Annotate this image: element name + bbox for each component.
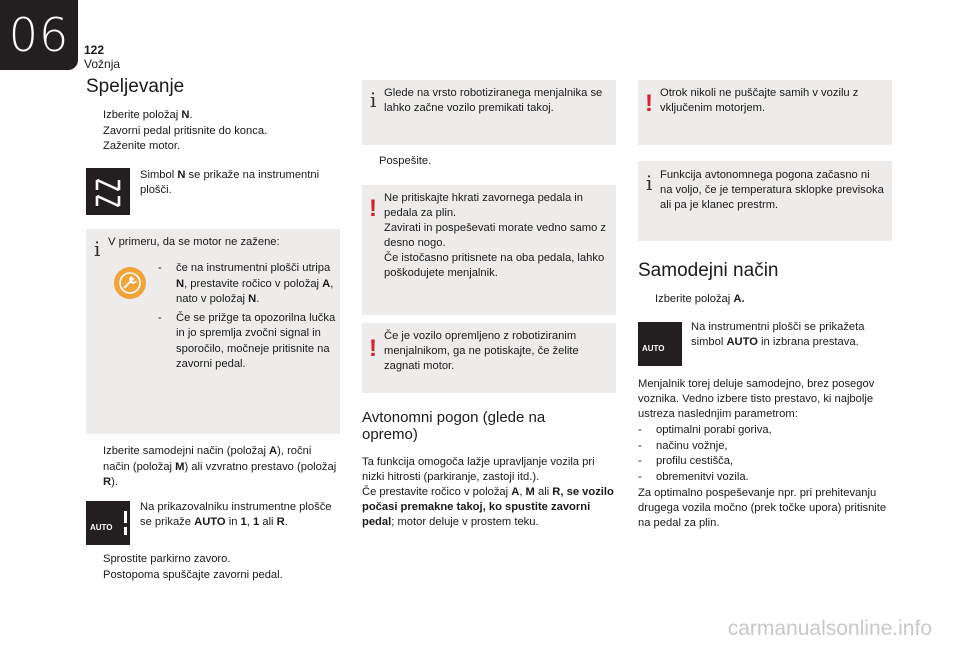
watermark: carmanualsonline.info	[727, 617, 932, 640]
info-robotized-text: Glede na vrsto robotiziranega menjalnika se lahko začne vozilo premikati takoj.	[384, 87, 603, 114]
info-box-no-start	[86, 229, 340, 434]
step-release-brake: Postopoma spuščajte zavorni pedal.	[103, 568, 283, 581]
warning-icon: !	[369, 195, 377, 222]
warning-children-text: Otrok nikoli ne puščajte samih v vozilu z vključenim motorjem.	[660, 87, 859, 114]
warning-icon: !	[369, 335, 377, 362]
step-start: Zaženite motor.	[103, 140, 181, 152]
auto-symbol-icon: AUTO	[638, 322, 682, 366]
warning-push-text: Če je vozilo opremljeno z robotiziranim menjalnikom, ga ne potiskajte, če želite zagnati motor.	[384, 330, 579, 372]
list-item: - optimalni porabi goriva,	[638, 424, 772, 436]
title-speljevanje: Speljevanje	[86, 76, 185, 97]
steps-list-1	[86, 108, 346, 155]
auto-display-icon: AUTO	[86, 501, 130, 545]
title-automatic-mode: Samodejni način	[638, 260, 779, 281]
warning-box-pedals	[362, 185, 616, 315]
list-item: - obremenitvi vozila.	[638, 470, 749, 483]
step-release-parking-brake: Sprostite parkirno zavoro.	[103, 553, 231, 565]
info-icon: i	[646, 171, 653, 195]
list-item: - profilu cestišča,	[638, 455, 734, 467]
warning-pedals-text: Ne pritiskajte hkrati zavornega pedala in pedala za plin. Zavirati in pospeševati morate vedno samo z desno nogo. Če istočasno pritisnete na oba pedala, lahko poškodujete menjalnik.	[384, 192, 606, 279]
info-clutch-text: Funkcija avtonomnega pogona začasno ni na voljo, če je temperatura sklopke previsoka ali pa je klanec prestrm.	[660, 169, 884, 211]
n-symbol-text: Simbol N se prikaže na instrumentni plošči.	[140, 169, 320, 196]
step-brake: Zavorni pedal pritisnite do konca.	[103, 124, 268, 137]
step-accelerate: Pospešite.	[379, 155, 432, 167]
info-box-clutch	[638, 161, 892, 241]
warning-icon: !	[645, 90, 653, 117]
warning-box-children	[638, 80, 892, 145]
gear-n-display-icon	[86, 168, 130, 215]
chapter-number: 06	[8, 8, 70, 62]
step-select-mode: Izberite samodejni način (položaj A), ročni način (položaj M) ali vzvratno prestavo (položaj R).	[103, 445, 337, 488]
section-name: Vožnja	[84, 57, 121, 71]
warning-box-push	[362, 323, 616, 393]
info-intro-text: V primeru, da se motor ne zažene:	[108, 236, 280, 248]
page-number: 122	[84, 43, 105, 57]
list-item: - načinu vožnje,	[638, 439, 728, 452]
automatic-mode-text: Menjalnik torej deluje samodejno, brez posegov voznika. Vedno izbere tisto prestavo, ki najbolje ustreza naslednjim parametrom:	[638, 378, 875, 420]
wrench-warning-icon	[114, 267, 146, 299]
dash-item-1: - če na instrumentni plošči utripa N, prestavite ročico v položaj A, nato v položaj N.	[158, 262, 334, 305]
info-icon: i	[94, 237, 101, 261]
step-select-a: Izberite položaj A.	[655, 293, 745, 305]
title-autonomous-drive: Avtonomni pogon (glede na opremo)	[362, 409, 546, 443]
auto-display-text: Na prikazovalniku instrumentne plošče se prikaže AUTO in 1, 1 ali R.	[140, 501, 332, 528]
info-icon: i	[370, 88, 377, 112]
step-select-n: Izberite položaj N.	[103, 109, 193, 121]
steps-list-2	[86, 552, 340, 583]
autonomous-drive-text: Ta funkcija omogoča lažje upravljanje vozila pri nizki hitrosti (parkiranje, zastoji itd.). Če prestavite ročico v položaj A, M ali R, se vozilo počasi premakne takoj, ko spustite zavorni pedal; motor deluje v prostem teku.	[362, 456, 614, 528]
dash-item-2: - Če se prižge ta opozorilna lučka in jo spremlja zvočni signal in sporočilo, močneje pritisnite na zavorni pedal.	[158, 311, 336, 370]
auto-symbol-text: Na instrumentni plošči se prikažeta simbol AUTO in izbrana prestava.	[691, 321, 865, 348]
info-box-robotized	[362, 80, 616, 145]
acceleration-text: Za optimalno pospeševanje npr. pri prehitevanju drugega vozila močno (prek točke upora) pritisnite na pedal za plin.	[638, 487, 887, 529]
parameter-list	[638, 423, 892, 485]
dash-list	[158, 261, 336, 373]
